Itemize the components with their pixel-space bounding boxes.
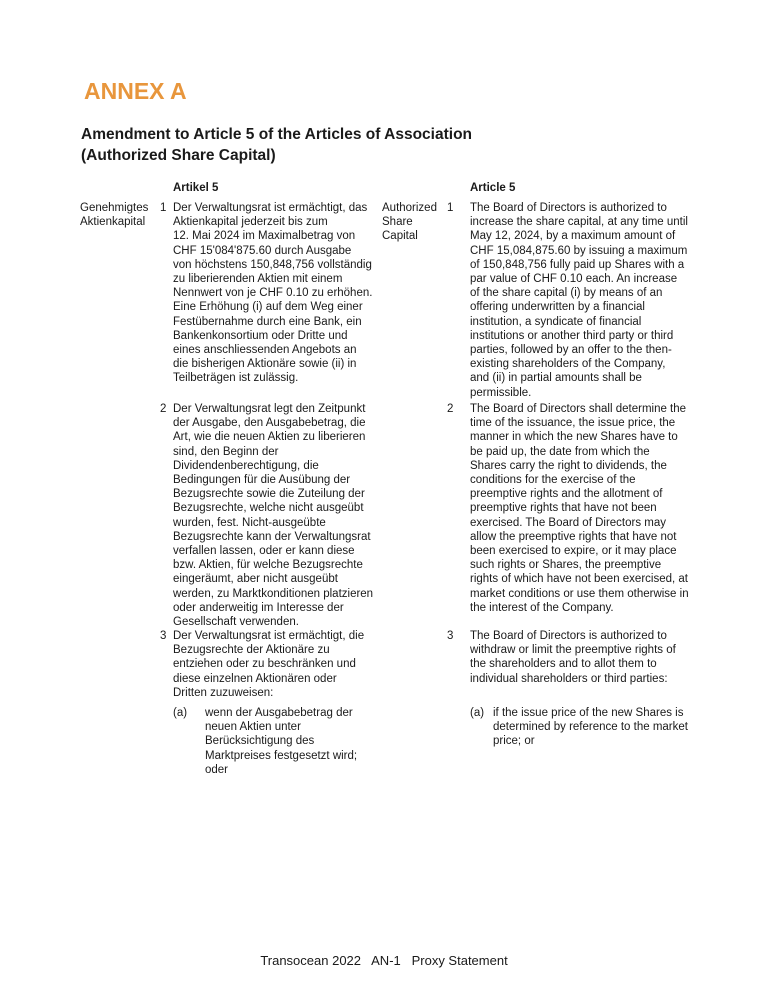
section-heading: Amendment to Article 5 of the Articles of Association (Authorized Share Capital) xyxy=(81,126,473,164)
english-sub-text: if the issue price of the new Shares is determined by reference to the market price; or xyxy=(493,707,688,748)
page-footer: Transocean 2022 AN-1 Proxy Statement xyxy=(260,953,508,968)
german-side-label: Genehmigtes Aktienkapital xyxy=(80,202,149,229)
german-para-1: Der Verwaltungsrat ist ermächtigt, das Aktienkapital jederzeit bis zum 12. Mai 2024 im Maximalbetrag von CHF 15'084'875.60 durch Ausgabe von höchstens 150,848,756 vollständig zu liberierenden Aktien mit einem Nennwert von je CHF 0.10 zu erhöhen. Eine Erhöhung (i) auf dem Weg einer Festübernahme durch eine Bank, ein Bankenkonsortium oder Dritte und eines anschliessenden Angebots an die bisherigen Aktionäre sowie (ii) in Teilbeträgen ist zulässig. xyxy=(173,202,373,385)
english-para-3: The Board of Directors is authorized to withdraw or limit the preemptive rights of the shareholders and to allot them to individual shareholders or third parties: xyxy=(470,630,676,685)
english-side-label: Authorized Share Capital xyxy=(382,202,437,243)
german-sub-letter: (a) xyxy=(173,707,188,719)
german-para-2: Der Verwaltungsrat legt den Zeitpunkt der Ausgabe, den Ausgabebetrag, die Art, wie die neuen Aktien zu liberieren sind, den Beginn der Dividendenberechtigung, die Bedingungen für die Ausübung der Bezugsrechte sowie die Zuteilung der Bezugsrechte, welche nicht ausgeübt wurden, fest. Nicht-ausgeübte Bezugsrechte kann der Verwaltungsrat verfallen lassen, oder er kann diese bzw. Aktien, für welche Bezugsrechte eingeräumt, aber nicht ausgeübt werden, zu Marktkonditionen platzieren oder anderweitig im Interesse der Gesellschaft verwenden. xyxy=(173,403,374,629)
english-para-3-number: 3 xyxy=(447,630,454,642)
german-para-3: Der Verwaltungsrat ist ermächtigt, die Bezugsrechte der Aktionäre zu entziehen oder zu beschränken und diese einzelnen Aktionären oder Dritten zuzuweisen: xyxy=(173,630,365,699)
english-para-2-number: 2 xyxy=(447,403,454,415)
english-para-1-number: 1 xyxy=(447,202,454,214)
english-column-title: Article 5 xyxy=(470,182,516,194)
german-para-1-number: 1 xyxy=(160,202,167,214)
english-para-2: The Board of Directors shall determine the time of the issuance, the issue price, the manner in which the new Shares have to be paid up, the date from which the Shares carry the right to dividends, the conditions for the exercise of the preemptive rights and the allotment of preemptive rights that have not been exercised. The Board of Directors may allow the preemptive rights that have not been exercised to expire, or it may place such rights or Shares, the preemptive rights of which have not been exercised, at market conditions or use them otherwise in the interest of the Company. xyxy=(470,403,689,614)
english-sub-letter: (a) xyxy=(470,707,485,719)
english-para-1: The Board of Directors is authorized to increase the share capital, at any time until May 12, 2024, by a maximum amount of CHF 15,084,875.60 by issuing a maximum of 150,848,756 fully paid up Shares with a par value of CHF 0.10 each. An increase of the share capital (i) by means of an offering underwritten by a financial institution, a syndicate of financial institutions or another third party or third parties, followed by an offer to the then- existing shareholders of the Company, and (ii) in partial amounts shall be permissible. xyxy=(470,202,688,399)
german-para-3-number: 3 xyxy=(160,630,167,642)
german-sub-text: wenn der Ausgabebetrag der neuen Aktien unter Berücksichtigung des Marktpreises festgesetzt wird; oder xyxy=(205,707,358,776)
annex-title: ANNEX A xyxy=(84,78,187,104)
german-column-title: Artikel 5 xyxy=(173,182,219,194)
german-para-2-number: 2 xyxy=(160,403,167,415)
